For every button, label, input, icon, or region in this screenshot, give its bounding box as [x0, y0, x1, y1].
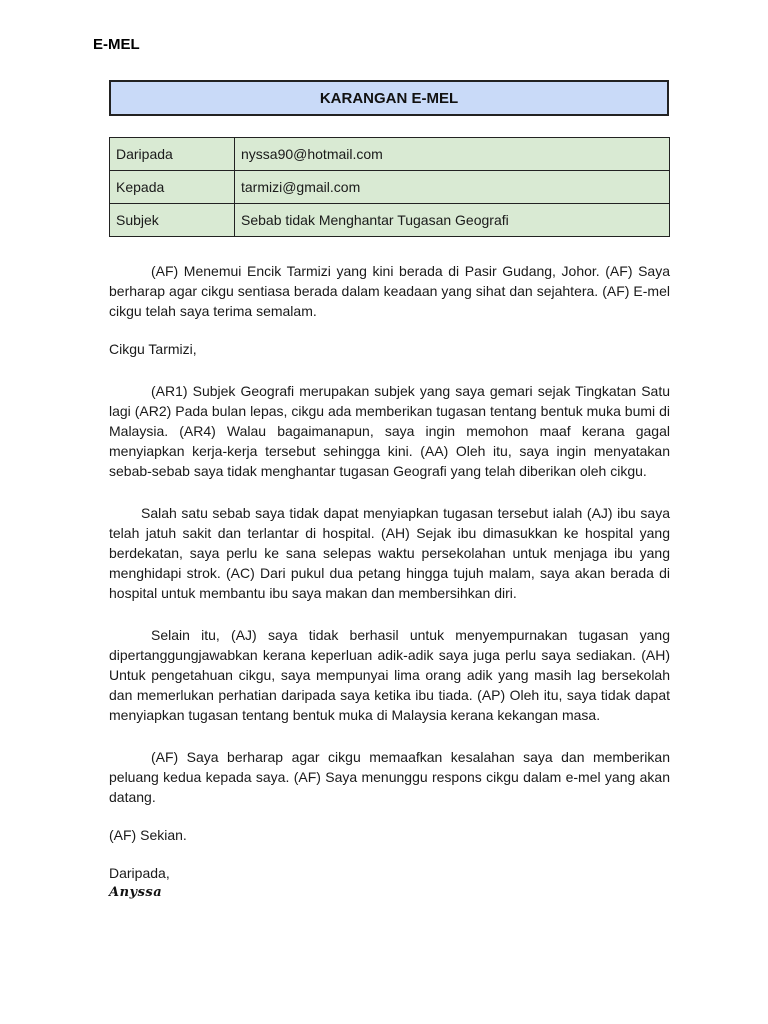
paragraph-3: Selain itu, (AJ) saya tidak berhasil untuk menyempurnakan tugasan yang dipertanggungjawabkan kerana keperluan adik-adik saya juga perlu saya sediakan. (AH) Untuk pengetahuan cikgu, saya mempunyai lima orang adik yang masih lag bersekolah dan memerlukan perhatian daripada saya ketika ibu tiada. (AP) Oleh itu, saya tidak dapat menyiapkan tugasan tentang bentuk muka di Malaysia kerana kekangan masa.	[109, 627, 670, 723]
to-label: Kepada	[110, 171, 235, 204]
closing: (AF) Sekian.	[109, 827, 187, 843]
from-value: nyssa90@hotmail.com	[235, 138, 670, 171]
table-row	[110, 138, 670, 171]
page-label: E-MEL	[93, 36, 140, 53]
table-row	[110, 204, 670, 237]
email-body	[109, 261, 670, 903]
table-row	[110, 171, 670, 204]
greeting: Cikgu Tarmizi,	[109, 341, 197, 357]
paragraph-4: (AF) Saya berharap agar cikgu memaafkan kesalahan saya dan memberikan peluang kedua kepada saya. (AF) Saya menunggu respons cikgu dalam e-mel yang akan datang.	[109, 749, 670, 805]
from-label: Daripada	[110, 138, 235, 171]
essay-title: KARANGAN E-MEL	[109, 80, 669, 116]
to-value: tarmizi@gmail.com	[235, 171, 670, 204]
paragraph-1: (AR1) Subjek Geografi merupakan subjek yang saya gemari sejak Tingkatan Satu lagi (AR2) Pada bulan lepas, cikgu ada memberikan tugasan tentang bentuk muka bumi di Malaysia. (AR4) Walau bagaimanapun, saya ingin memohon maaf kerana gagal menyiapkan kerja-kerja tersebut sehingga kini. (AA) Oleh itu, saya ingin menyatakan sebab-sebab saya tidak menghantar tugasan Geografi yang telah diberikan oleh cikgu.	[109, 383, 670, 479]
intro-paragraph: (AF) Menemui Encik Tarmizi yang kini berada di Pasir Gudang, Johor. (AF) Saya berharap agar cikgu sentiasa berada dalam keadaan yang sihat dan sejahtera. (AF) E-mel cikgu telah saya terima semalam.	[109, 263, 670, 319]
paragraph-2: Salah satu sebab saya tidak dapat menyiapkan tugasan tersebut ialah (AJ) ibu saya telah jatuh sakit dan terlantar di hospital. (AH) Sejak ibu dimasukkan ke hospital yang berdekatan, saya perlu ke sana selepas waktu persekolahan untuk menjaga ibu yang menghidapi strok. (AC) Dari pukul dua petang hingga tujuh malam, saya akan berada di hospital untuk membantu ibu saya makan dan membersihkan diri.	[109, 505, 670, 601]
subject-label: Subjek	[110, 204, 235, 237]
subject-value: Sebab tidak Menghantar Tugasan Geografi	[235, 204, 670, 237]
email-header-table	[109, 137, 670, 237]
signoff: Daripada,	[109, 865, 170, 881]
signature: Anyssa	[109, 885, 163, 900]
